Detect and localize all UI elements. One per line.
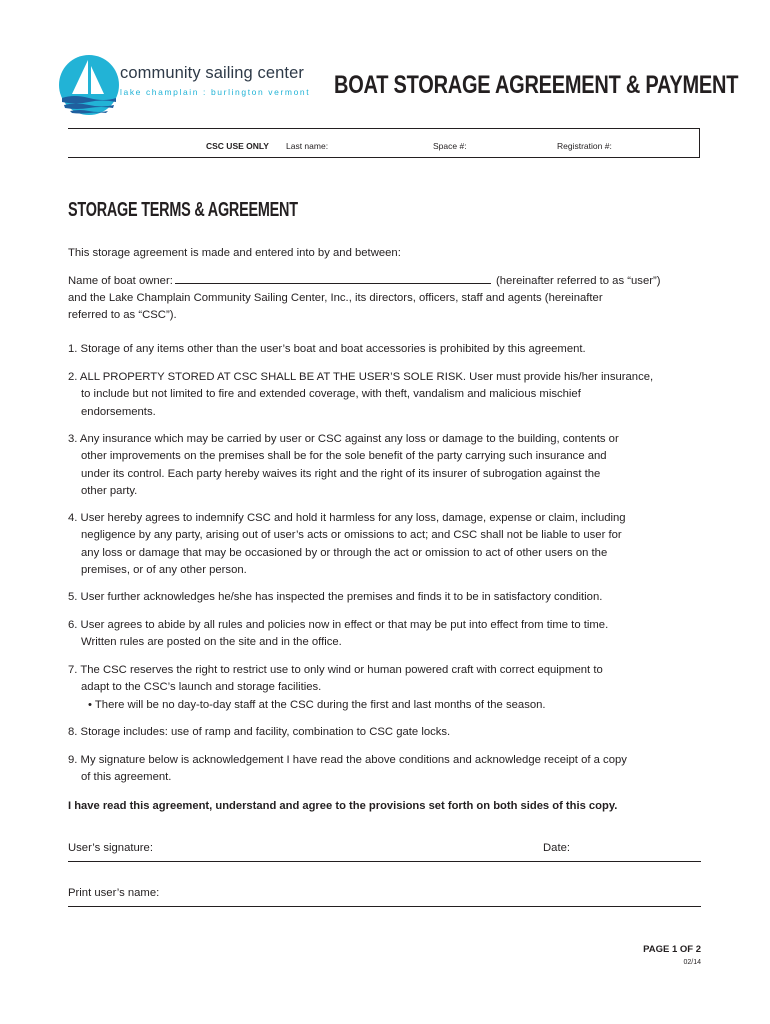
sailboat-logo-icon [58,54,120,116]
section-heading: STORAGE TERMS & AGREEMENT [68,199,298,221]
term-4: 4. User hereby agrees to indemnify CSC and hold it harmless for any loss, damage, expense or claim, including negligence by any party, arising out of user’s acts or omissions to act; and CSC shall not be liable to user for any loss or damage that may be occasioned by or through the act or omission to act of other users on the premises, or of any other person. [68,512,626,576]
signature-line[interactable] [68,841,701,862]
term-8: 8. Storage includes: use of ramp and facility, combination to CSC gate locks. [68,726,451,738]
term-9: 9. My signature below is acknowledgement I have read the above conditions and acknowledge receipt of a copy of this agreement. [68,754,627,784]
intro-text: This storage agreement is made and entered into by and between: [68,247,401,259]
term-1: 1. Storage of any items other than the user’s boat and boat accessories is prohibited by this agreement. [68,343,586,355]
logo-name: community sailing center [120,64,304,82]
owner-paragraph [68,273,708,324]
owner-line-3: referred to as “CSC”). [68,309,177,321]
office-use-box [68,128,700,158]
csc-logo [58,54,311,116]
print-name-line[interactable] [68,886,701,907]
page-number: PAGE 1 OF 2 [643,944,701,955]
term-2: 2. ALL PROPERTY STORED AT CSC SHALL BE AT THE USER’S SOLE RISK. User must provide his/her insurance, to include but not limited to fire and extended coverage, with theft, vandalism and malicious mischief endorsements. [68,371,654,418]
acknowledgement-statement: I have read this agreement, understand and agree to the provisions set forth on both sides of this copy. [68,800,618,812]
term-7: 7. The CSC reserves the right to restrict use to only wind or human powered craft with correct equipment to adapt to the CSC’s launch and storage facilities. • There will be no day-to-day staff at the CSC during the first and last months of the season. [68,664,603,711]
owner-name-label: Name of boat owner: [68,275,173,287]
owner-line-2: and the Lake Champlain Community Sailing Center, Inc., its directors, officers, staff and agents (hereinafter [68,292,603,304]
print-name-label: Print user’s name: [68,887,160,899]
owner-suffix: (hereinafter referred to as “user”) [496,275,661,287]
office-use-tag: CSC USE ONLY [206,141,269,151]
document-title: BOAT STORAGE AGREEMENT & PAYMENT [334,71,739,99]
logo-tagline: lake champlain : burlington vermont [120,87,311,97]
term-3: 3. Any insurance which may be carried by user or CSC against any loss or damage to the building, contents or other improvements on the premises shall be for the sole benefit of the party carrying such insurance and under its control. Each party hereby waives its right and the right of its insurer of subrogation against the other party. [68,433,619,497]
date-label: Date: [543,842,571,854]
term-5: 5. User further acknowledges he/she has inspected the premises and finds it to be in satisfactory condition. [68,591,603,603]
space-number-field[interactable]: Space #: [433,141,467,151]
last-name-field[interactable]: Last name: [286,141,329,151]
owner-name-input[interactable] [175,273,491,284]
revision-code: 02/14 [683,959,701,966]
registration-number-field[interactable]: Registration #: [557,141,612,151]
signature-label: User’s signature: [68,842,153,854]
term-6: 6. User agrees to abide by all rules and policies now in effect or that may be put into effect from time to time. Written rules are posted on the site and in the office. [68,619,609,649]
